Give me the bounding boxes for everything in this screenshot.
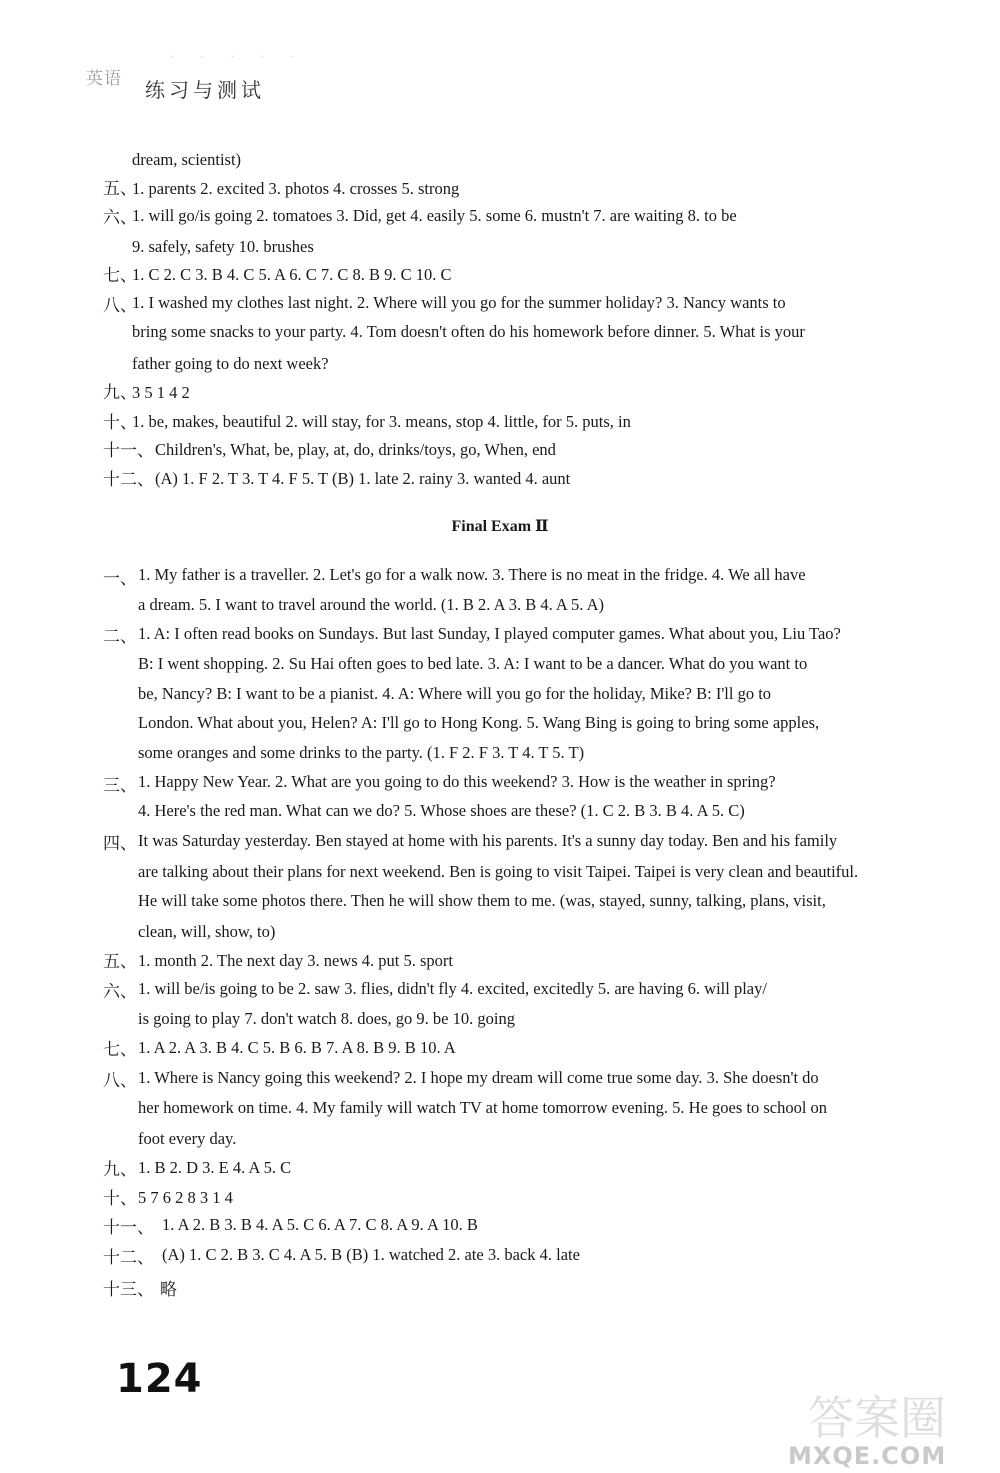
- answer-line: 1. Happy New Year. 2. What are you going to do this weekend? 3. How is the weather in spring?: [138, 772, 776, 791]
- book-title: 练习与测试: [145, 78, 265, 102]
- question-number: 十三、: [103, 1280, 154, 1300]
- answer-line: (A) 1. F 2. T 3. T 4. F 5. T (B) 1. late 2. rainy 3. wanted 4. aunt: [155, 469, 571, 488]
- question-number: 九、: [103, 383, 137, 403]
- question-number: 六、: [103, 982, 137, 1002]
- question-number: 六、: [103, 208, 137, 228]
- answer-line: some oranges and some drinks to the party. (1. F 2. F 3. T 4. T 5. T): [138, 743, 585, 762]
- question-number: 十二、: [103, 1248, 154, 1268]
- question-number: 八、: [103, 1071, 137, 1091]
- answer-line: 4. Here's the red man. What can we do? 5. Whose shoes are these? (1. C 2. B 3. B 4. A 5. C): [138, 801, 745, 820]
- question-number: 二、: [103, 627, 137, 647]
- answer-line: He will take some photos there. Then he will show them to me. (was, stayed, sunny, talking, plans, visit,: [138, 891, 826, 910]
- answer-line: are talking about their plans for next weekend. Ben is going to visit Taipei. Taipei is very clean and beautiful.: [138, 862, 859, 881]
- answer-line: a dream. 5. I want to travel around the world. (1. B 2. A 3. B 4. A 5. A): [138, 595, 605, 614]
- watermark-text: MXQE.COM: [788, 1442, 947, 1470]
- answer-line: father going to do next week?: [132, 354, 329, 373]
- answer-line: be, Nancy? B: I want to be a pianist. 4. A: Where will you go for the holiday, Mike? B: I'll go to: [138, 684, 772, 703]
- answer-line: Children's, What, be, play, at, do, drinks/toys, go, When, end: [155, 440, 556, 459]
- question-number: 十、: [103, 1189, 137, 1209]
- answer-line: (A) 1. C 2. B 3. C 4. A 5. B (B) 1. watched 2. ate 3. back 4. late: [162, 1245, 580, 1264]
- answer-line: 9. safely, safety 10. brushes: [132, 237, 314, 256]
- answer-line: 1. will go/is going 2. tomatoes 3. Did, get 4. easily 5. some 6. mustn't 7. are waiting 8. to be: [132, 206, 737, 225]
- answer-line: 1. A 2. A 3. B 4. C 5. B 6. B 7. A 8. B 9. B 10. A: [138, 1038, 456, 1057]
- header-dots: · · · · ·: [170, 52, 307, 63]
- section-title: Final Exam Ⅱ: [451, 518, 549, 535]
- question-number: 十二、: [103, 470, 154, 490]
- answer-line: 1. A: I often read books on Sundays. But last Sunday, I played computer games. What about you, Liu Tao?: [138, 624, 841, 643]
- answer-line: her homework on time. 4. My family will watch TV at home tomorrow evening. 5. He goes to school on: [138, 1098, 828, 1117]
- answer-line: 1. will be/is going to be 2. saw 3. flies, didn't fly 4. excited, excitedly 5. are having 6. will play/: [138, 979, 767, 998]
- answer-line: 1. My father is a traveller. 2. Let's go for a walk now. 3. There is no meat in the fridge. 4. We all have: [138, 565, 806, 584]
- question-number: 三、: [103, 776, 137, 796]
- question-number: 十一、: [103, 1218, 154, 1238]
- question-number: 五、: [103, 179, 137, 199]
- answer-line: foot every day.: [138, 1129, 237, 1148]
- question-number: 四、: [103, 834, 137, 854]
- answer-line: 1. B 2. D 3. E 4. A 5. C: [138, 1158, 292, 1177]
- question-number: 五、: [103, 952, 137, 972]
- answer-line: dream, scientist): [132, 150, 242, 169]
- subject-label: 英语: [86, 69, 122, 89]
- answer-line: 略: [160, 1280, 177, 1300]
- answer-line: 1. parents 2. excited 3. photos 4. crosses 5. strong: [132, 179, 460, 198]
- question-number: 九、: [103, 1160, 137, 1180]
- watermark: [788, 1390, 988, 1468]
- answer-line: 3 5 1 4 2: [132, 383, 190, 402]
- question-number: 八、: [103, 296, 137, 316]
- answer-line: 1. C 2. C 3. B 4. C 5. A 6. C 7. C 8. B 9. C 10. C: [132, 265, 452, 284]
- watermark-logo: [788, 1390, 988, 1442]
- answer-line: 1. Where is Nancy going this weekend? 2. I hope my dream will come true some day. 3. She doesn't do: [138, 1068, 819, 1087]
- question-number: 十一、: [103, 441, 154, 461]
- answer-line: 1. be, makes, beautiful 2. will stay, for 3. means, stop 4. little, for 5. puts, in: [132, 412, 631, 431]
- question-number: 十、: [103, 413, 137, 433]
- question-number: 一、: [103, 569, 137, 589]
- answer-line: is going to play 7. don't watch 8. does, go 9. be 10. going: [138, 1009, 515, 1028]
- answer-line: 1. A 2. B 3. B 4. A 5. C 6. A 7. C 8. A 9. A 10. B: [162, 1215, 478, 1234]
- answer-line: 5 7 6 2 8 3 1 4: [138, 1188, 233, 1207]
- page-number: 124: [116, 1356, 203, 1402]
- answer-line: clean, will, show, to): [138, 922, 276, 941]
- answer-line: bring some snacks to your party. 4. Tom doesn't often do his homework before dinner. 5. What is your: [132, 322, 805, 341]
- answer-line: 1. I washed my clothes last night. 2. Where will you go for the summer holiday? 3. Nancy wants to: [132, 293, 786, 312]
- question-number: 七、: [103, 1040, 137, 1060]
- answer-line: B: I went shopping. 2. Su Hai often goes to bed late. 3. A: I want to be a dancer. What do you want to: [138, 654, 808, 673]
- answer-line: It was Saturday yesterday. Ben stayed at home with his parents. It's a sunny day today. Ben and his family: [138, 831, 838, 850]
- answer-line: 1. month 2. The next day 3. news 4. put 5. sport: [138, 951, 453, 970]
- watermark-logo-text: 答案圈: [808, 1391, 946, 1442]
- question-number: 七、: [103, 266, 137, 286]
- answer-line: London. What about you, Helen? A: I'll go to Hong Kong. 5. Wang Bing is going to bring some apples,: [138, 713, 820, 732]
